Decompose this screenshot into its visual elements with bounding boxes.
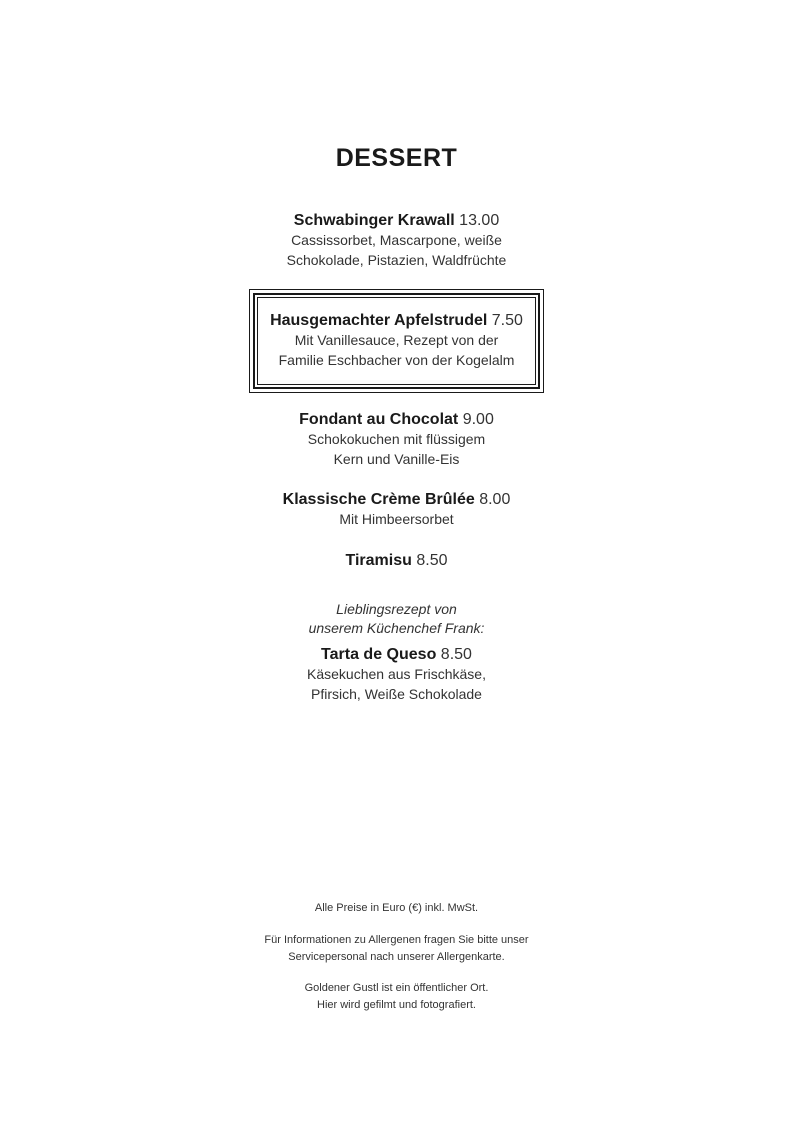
page-title: DESSERT bbox=[335, 144, 458, 172]
item-price: 7.50 bbox=[491, 312, 523, 329]
item-price: 8.50 bbox=[416, 552, 448, 569]
item-name: Klassische Crème Brûlée bbox=[282, 491, 475, 508]
intro-line: Lieblingsrezept von bbox=[336, 601, 457, 617]
footer-prices-note bbox=[0, 900, 793, 917]
item-description-line: Käsekuchen aus Frischkäse, bbox=[307, 666, 486, 682]
menu-item-tiramisu bbox=[0, 550, 793, 571]
item-heading bbox=[0, 210, 793, 231]
item-price: 8.00 bbox=[479, 491, 511, 508]
item-description-line: Familie Eschbacher von der Kogelalm bbox=[278, 351, 515, 368]
item-name: Fondant au Chocolat bbox=[299, 411, 459, 428]
item-heading bbox=[249, 310, 544, 331]
footer-line: Goldener Gustl ist ein öffentlicher Ort. bbox=[304, 982, 489, 994]
item-heading bbox=[0, 489, 793, 510]
item-name: Schwabinger Krawall bbox=[293, 212, 455, 229]
item-name: Tarta de Queso bbox=[321, 646, 437, 663]
footer-line: Hier wird gefilmt und fotografiert. bbox=[317, 998, 476, 1011]
footer-filming-note bbox=[0, 980, 793, 1013]
item-name: Tiramisu bbox=[345, 552, 412, 569]
footer-line: Für Informationen zu Allergenen fragen Sie bitte unser bbox=[264, 934, 529, 946]
item-description-line: Cassissorbet, Mascarpone, weiße bbox=[291, 232, 502, 248]
item-heading bbox=[0, 550, 793, 571]
item-description-line: Kern und Vanille-Eis bbox=[333, 450, 460, 467]
intro-line: unserem Küchenchef Frank: bbox=[308, 620, 485, 636]
item-price: 9.00 bbox=[462, 411, 494, 428]
item-name: Hausgemachter Apfelstrudel bbox=[270, 312, 488, 329]
item-description-line: Schokokuchen mit flüssigem bbox=[307, 431, 486, 447]
menu-item-fondant-au-chocolat bbox=[0, 409, 793, 469]
item-description-line: Mit Himbeersorbet bbox=[339, 511, 454, 527]
menu-item-tarta-de-queso bbox=[0, 600, 793, 704]
item-heading bbox=[0, 644, 793, 665]
footer-allergen-note bbox=[0, 932, 793, 965]
menu-item-creme-brulee bbox=[0, 489, 793, 530]
item-description-line: Schokolade, Pistazien, Waldfrüchte bbox=[286, 251, 507, 268]
footer-line: Servicepersonal nach unserer Allergenkarte. bbox=[288, 950, 505, 963]
item-heading bbox=[0, 409, 793, 430]
footer-line: Alle Preise in Euro (€) inkl. MwSt. bbox=[314, 902, 479, 914]
item-description-line: Pfirsich, Weiße Schokolade bbox=[311, 685, 482, 702]
menu-item-apfelstrudel bbox=[249, 310, 544, 370]
item-description-line: Mit Vanillesauce, Rezept von der bbox=[294, 332, 499, 348]
menu-item-schwabinger-krawall bbox=[0, 210, 793, 270]
chef-recommendation bbox=[0, 600, 793, 638]
item-price: 8.50 bbox=[440, 646, 472, 663]
item-price: 13.00 bbox=[459, 212, 500, 229]
